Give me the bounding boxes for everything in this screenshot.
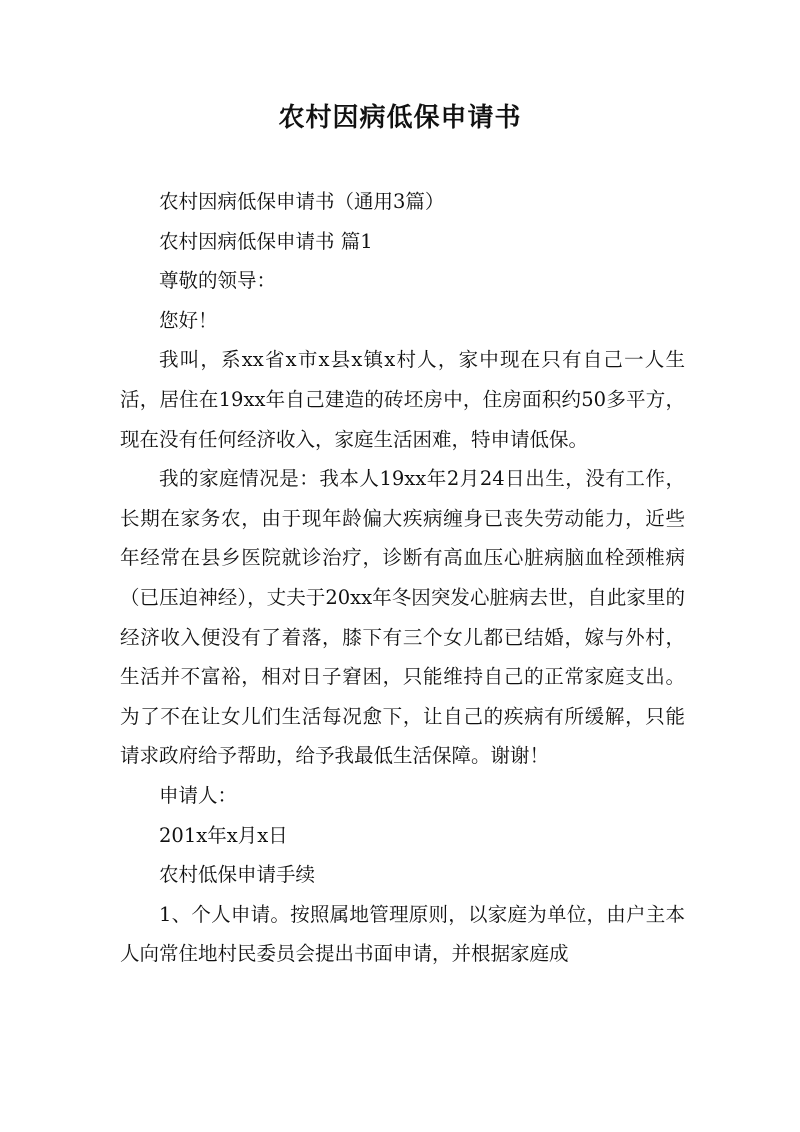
- greeting: 您好！: [159, 308, 218, 332]
- salutation: 尊敬的领导：: [159, 269, 277, 293]
- document-title: 农村因病低保申请书: [278, 103, 522, 133]
- subtitle-line: 农村因病低保申请书（通用3篇）: [159, 190, 445, 213]
- date-line: 201x年x月x日: [159, 823, 288, 847]
- section-heading: 农村因病低保申请书 篇1: [159, 229, 373, 253]
- body-paragraph: 我叫，系xx省x市x县x镇x村人，家中现在只有自己一人生活，居住在19xx年自己建造的砖坯房中，住房面积约50多平方，现在没有任何经济收入，家庭生活困难，特申请低保。: [120, 348, 685, 451]
- procedure-item: 1、个人申请。按照属地管理原则，以家庭为单位，由户主本人向常住地村民委员会提出书面申请，并根据家庭成: [120, 902, 685, 966]
- document-body: [120, 182, 685, 974]
- body-paragraph: 我的家庭情况是：我本人19xx年2月24日出生，没有工作，长期在家务农，由于现年龄偏大疾病缠身已丧失劳动能力，近些年经常在县乡医院就诊治疗，诊断有高血压心脏病脑血栓颈椎病（已压迫神经），丈夫于20xx年冬因突发心脏病去世，自此家里的经济收入便没有了着落，膝下有三个女儿都已结婚，嫁与外村，生活并不富裕，相对日子窘困，只能维持自己的正常家庭支出。为了不在让女儿们生活每况愈下，让自己的疾病有所缓解，只能请求政府给予帮助，给予我最低生活保障。谢谢！: [120, 467, 685, 768]
- applicant-line: 申请人：: [159, 783, 238, 807]
- procedure-heading: 农村低保申请手续: [159, 863, 316, 887]
